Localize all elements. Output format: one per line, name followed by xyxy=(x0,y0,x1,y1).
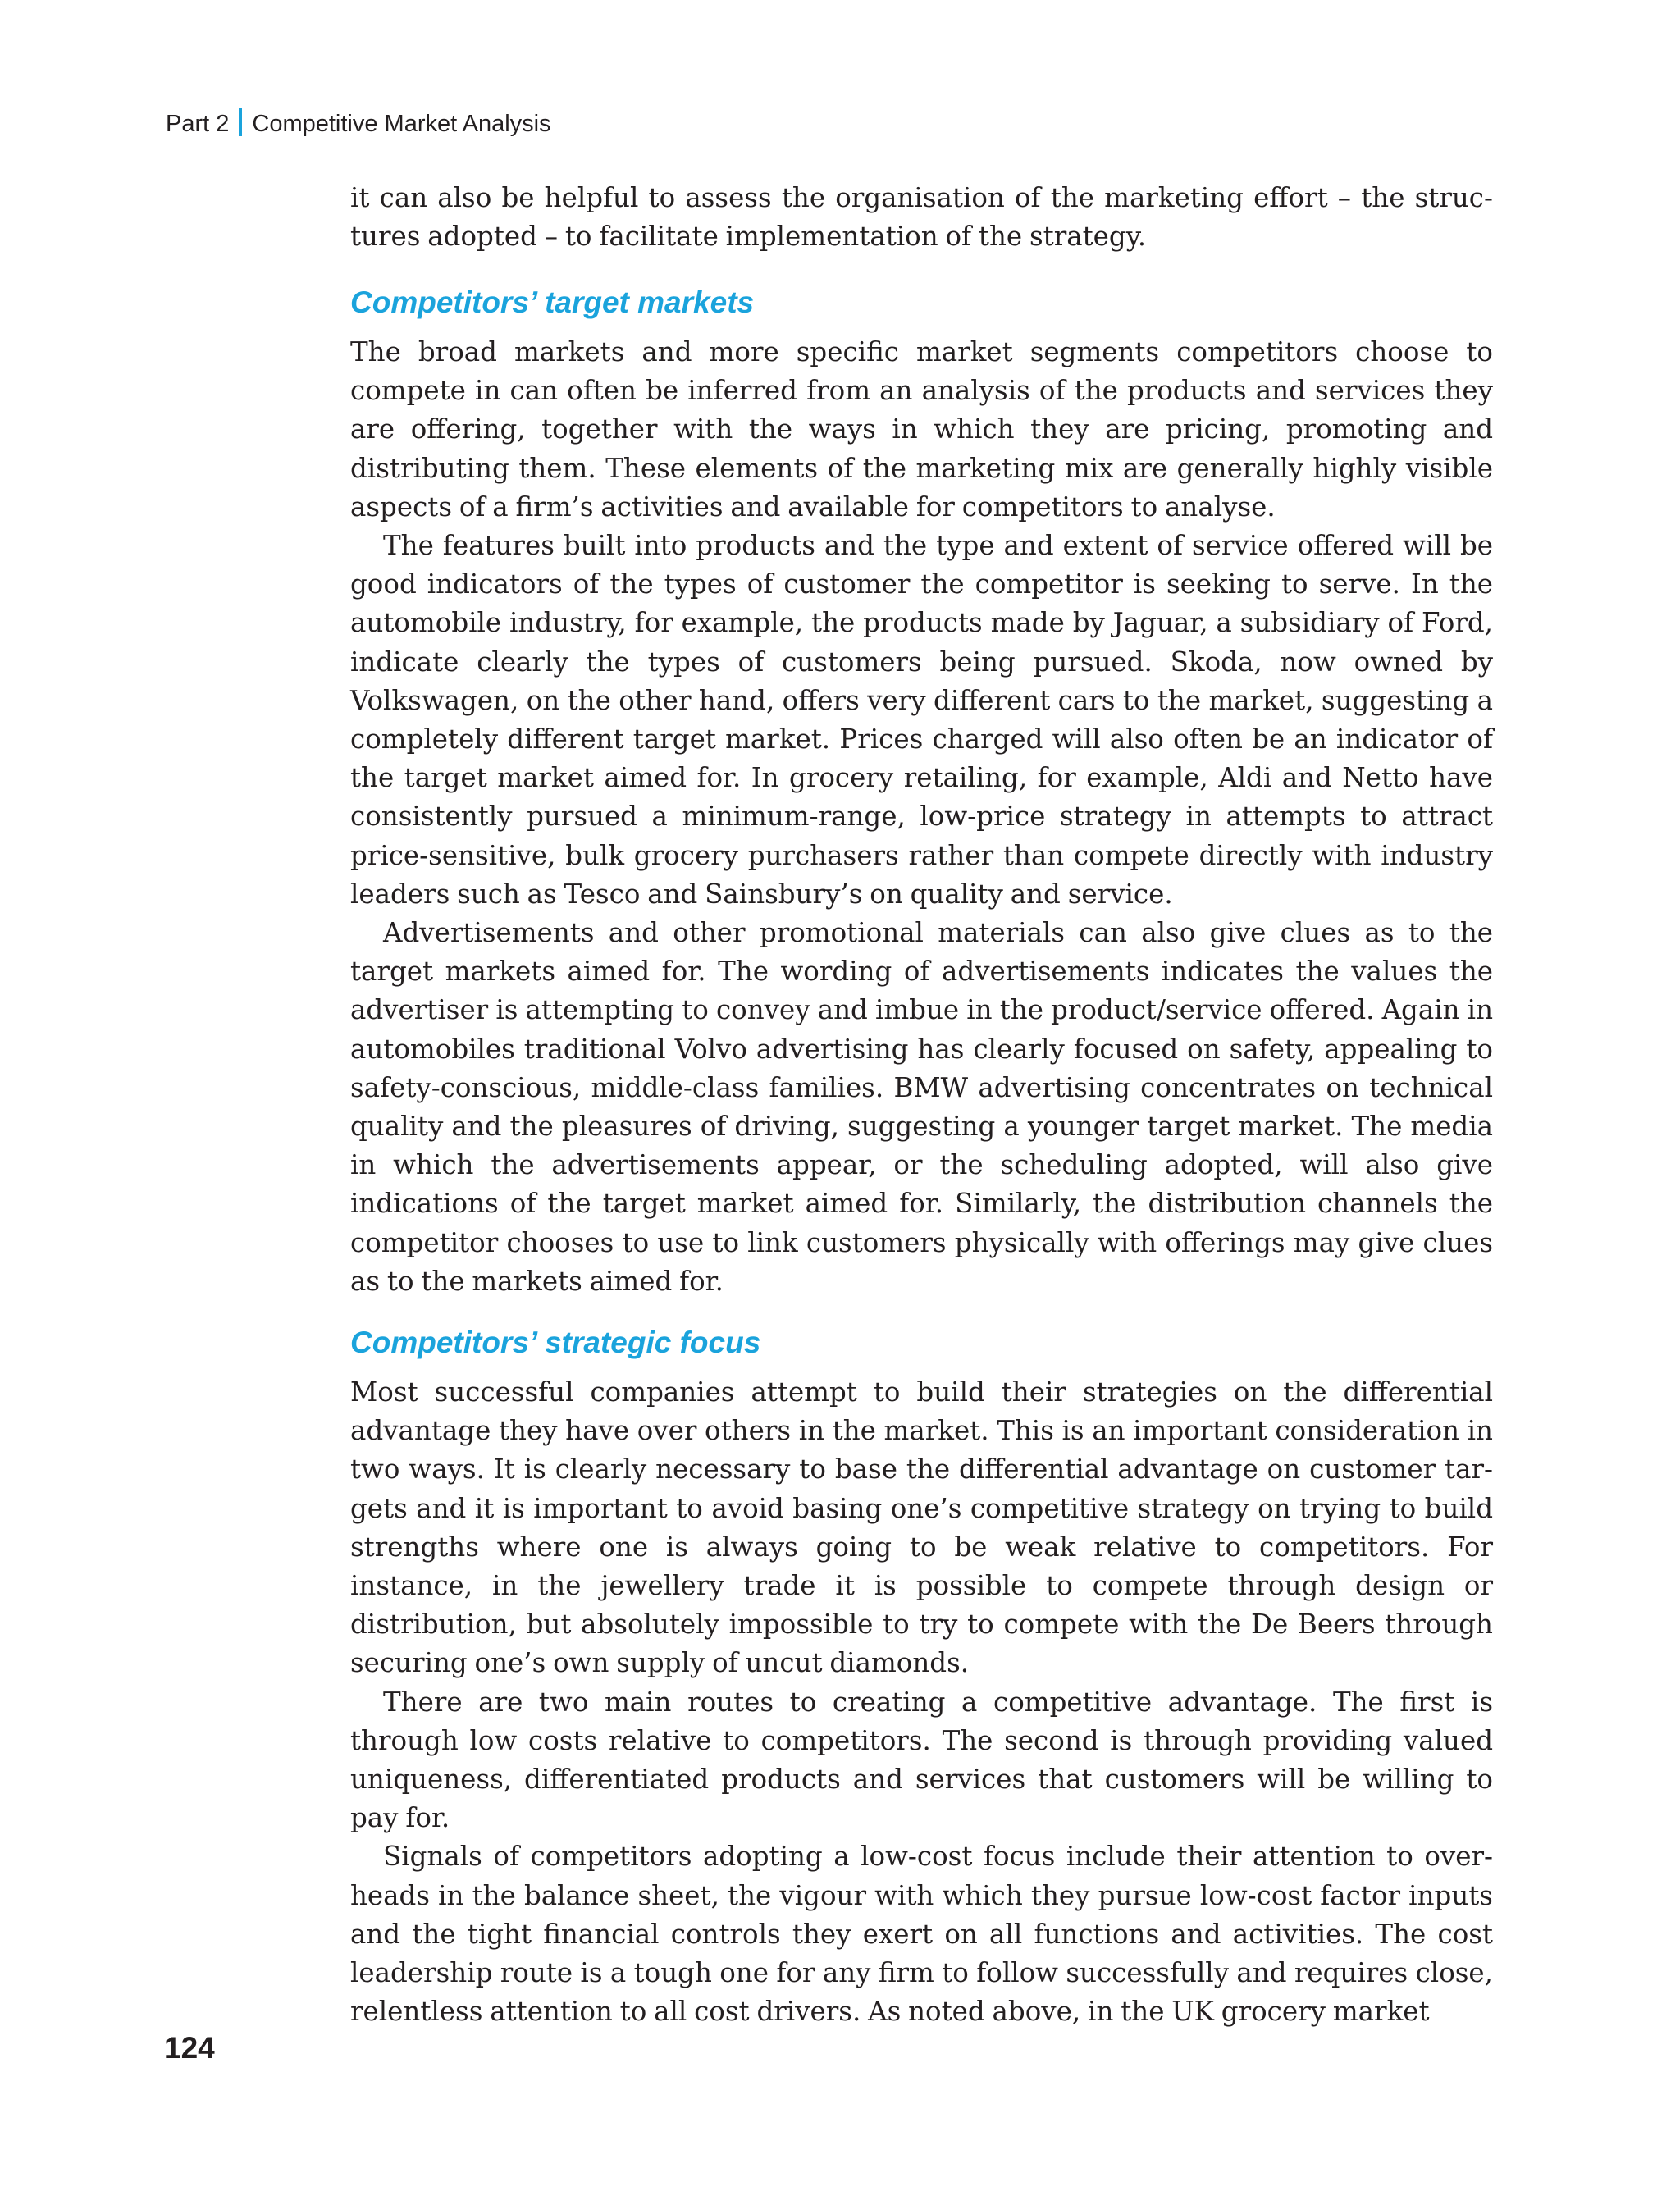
paragraph: The features built into products and the type and extent of service offered will be good indicators of the types of customer the competitor is seeking to serve. In the automobile industry, for example, the products made by Jaguar, a subsidiary of Ford, indicate clearly the types of customers being pursued. Skoda, now owned by Volkswagen, on the other hand, offers very different cars to the market, suggesting a completely different target market. Prices charged will also often be an indicator of the target market aimed for. In grocery retailing, for example, Aldi and Netto have consistently pursued a minimum-range, low-price strategy in attempts to attract price-sensitive, bulk grocery purchasers rather than compete directly with industry leaders such as Tesco and Sainsbury’s on quality and service. xyxy=(350,530,1493,910)
intro-paragraph: it can also be helpful to assess the organisation of the marketing effort – the structures adopted – to facilitate implementation of the strategy. xyxy=(350,182,1493,253)
section-target-markets-body xyxy=(350,333,1493,1301)
section-heading-target-markets: Competitors’ target markets xyxy=(350,285,755,319)
running-head xyxy=(166,108,551,136)
section-strategic-focus-body xyxy=(350,1373,1493,2031)
paragraph: Most successful companies attempt to build their strategies on the differential advantage they have over others in the market. This is an important consideration in two ways. It is clearly necessary to base the differential advantage on customer targets and it is important to avoid basing one’s competitive strategy on trying to build strengths where one is always going to be weak relative to competitors. For instance, in the jewellery trade it is possible to compete through design or distribution, but absolutely impossible to try to compete with the De Beers through securing one’s own supply of uncut diamonds. xyxy=(350,1376,1493,1679)
paragraph: There are two main routes to creating a competitive advantage. The first is through low costs relative to competitors. The second is through providing valued uniqueness, differentiated products and services that customers will be willing to pay for. xyxy=(350,1686,1493,1834)
running-head-part: Part 2 xyxy=(166,111,230,137)
section-heading-strategic-focus: Competitors’ strategic focus xyxy=(350,1326,761,1359)
running-head-title: Competitive Market Analysis xyxy=(252,111,551,137)
paragraph: Advertisements and other promotional materials can also give clues as to the target markets aimed for. The wording of advertisements indicates the values the advertiser is attempting to convey and imbue in the product/service offered. Again in automobiles traditional Volvo advertising has clearly focused on safety, appealing to safety-conscious, middle-class families. BMW advertising concentrates on technical quality and the pleasures of driving, suggesting a younger target market. The media in which the advertisements appear, or the scheduling adopted, will also give indications of the target market aimed for. Similarly, the distribution channels the competitor chooses to use to link customers physically with offerings may give clues as to the markets aimed for. xyxy=(350,917,1493,1297)
running-head-divider xyxy=(239,108,242,136)
paragraph: Signals of competitors adopting a low-cost focus include their attention to overheads in the balance sheet, the vigour with which they pursue low-cost factor inputs and the tight financial controls they exert on all functions and activities. The cost leadership route is a tough one for any firm to follow successfully and requires close, relentless attention to all cost drivers. As noted above, in the UK grocery market xyxy=(350,1841,1493,2028)
paragraph: The broad markets and more specific market segments competitors choose to compete in can often be inferred from an analysis of the products and services they are offering, together with the ways in which they are pricing, promoting and distributing them. These elements of the marketing mix are generally highly visible aspects of a firm’s activities and available for competitors to analyse. xyxy=(350,336,1493,523)
page-number: 124 xyxy=(164,2031,215,2065)
intro-text xyxy=(350,179,1493,256)
